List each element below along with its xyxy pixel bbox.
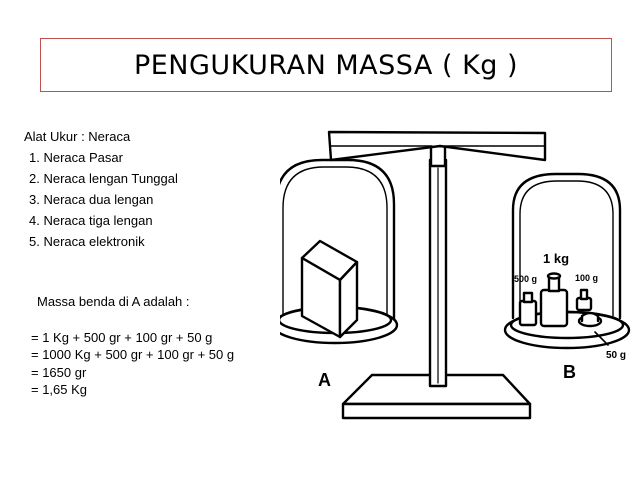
weight-label-1kg: 1 kg	[543, 251, 570, 266]
instrument-list	[26, 126, 178, 252]
weight-50g	[579, 313, 601, 326]
mass-calculation	[31, 293, 234, 399]
weight-1kg	[541, 274, 567, 327]
scale-column	[430, 146, 446, 386]
weight-100g	[577, 290, 591, 310]
instrument-item-2: 2. Neraca lengan Tunggal	[29, 171, 178, 186]
calculation-line-4: = 1,65 Kg	[31, 382, 88, 397]
weight-label-100g: 100 g	[575, 273, 599, 283]
pan-label-b: B	[563, 362, 576, 382]
pan-label-a: A	[318, 370, 331, 390]
calculation-line-2: = 1000 Kg + 500 gr + 100 gr + 50 g	[31, 347, 235, 362]
instrument-item-5: 5. Neraca elektronik	[29, 234, 145, 249]
calculation-line-1: = 1 Kg + 500 gr + 100 gr + 50 g	[31, 329, 213, 345]
title-frame	[40, 38, 612, 92]
calculation-line-3: = 1650 gr	[31, 364, 87, 380]
weight-label-50g: 50 g	[606, 350, 627, 361]
instrument-item-3: 3. Neraca dua lengan	[29, 192, 154, 207]
instrument-list-heading: Alat Ukur : Neraca	[24, 129, 131, 144]
calculation-heading: Massa benda di A adalah :	[37, 294, 190, 309]
weight-label-500g: 500 g	[514, 274, 538, 284]
instrument-item-4: 4. Neraca tiga lengan	[29, 213, 153, 228]
weight-500g	[520, 293, 536, 325]
slide-title: PENGUKURAN MASSA ( Kg )	[133, 49, 519, 81]
balance-scale-illustration	[280, 118, 632, 436]
instrument-item-1: 1. Neraca Pasar	[29, 150, 123, 165]
